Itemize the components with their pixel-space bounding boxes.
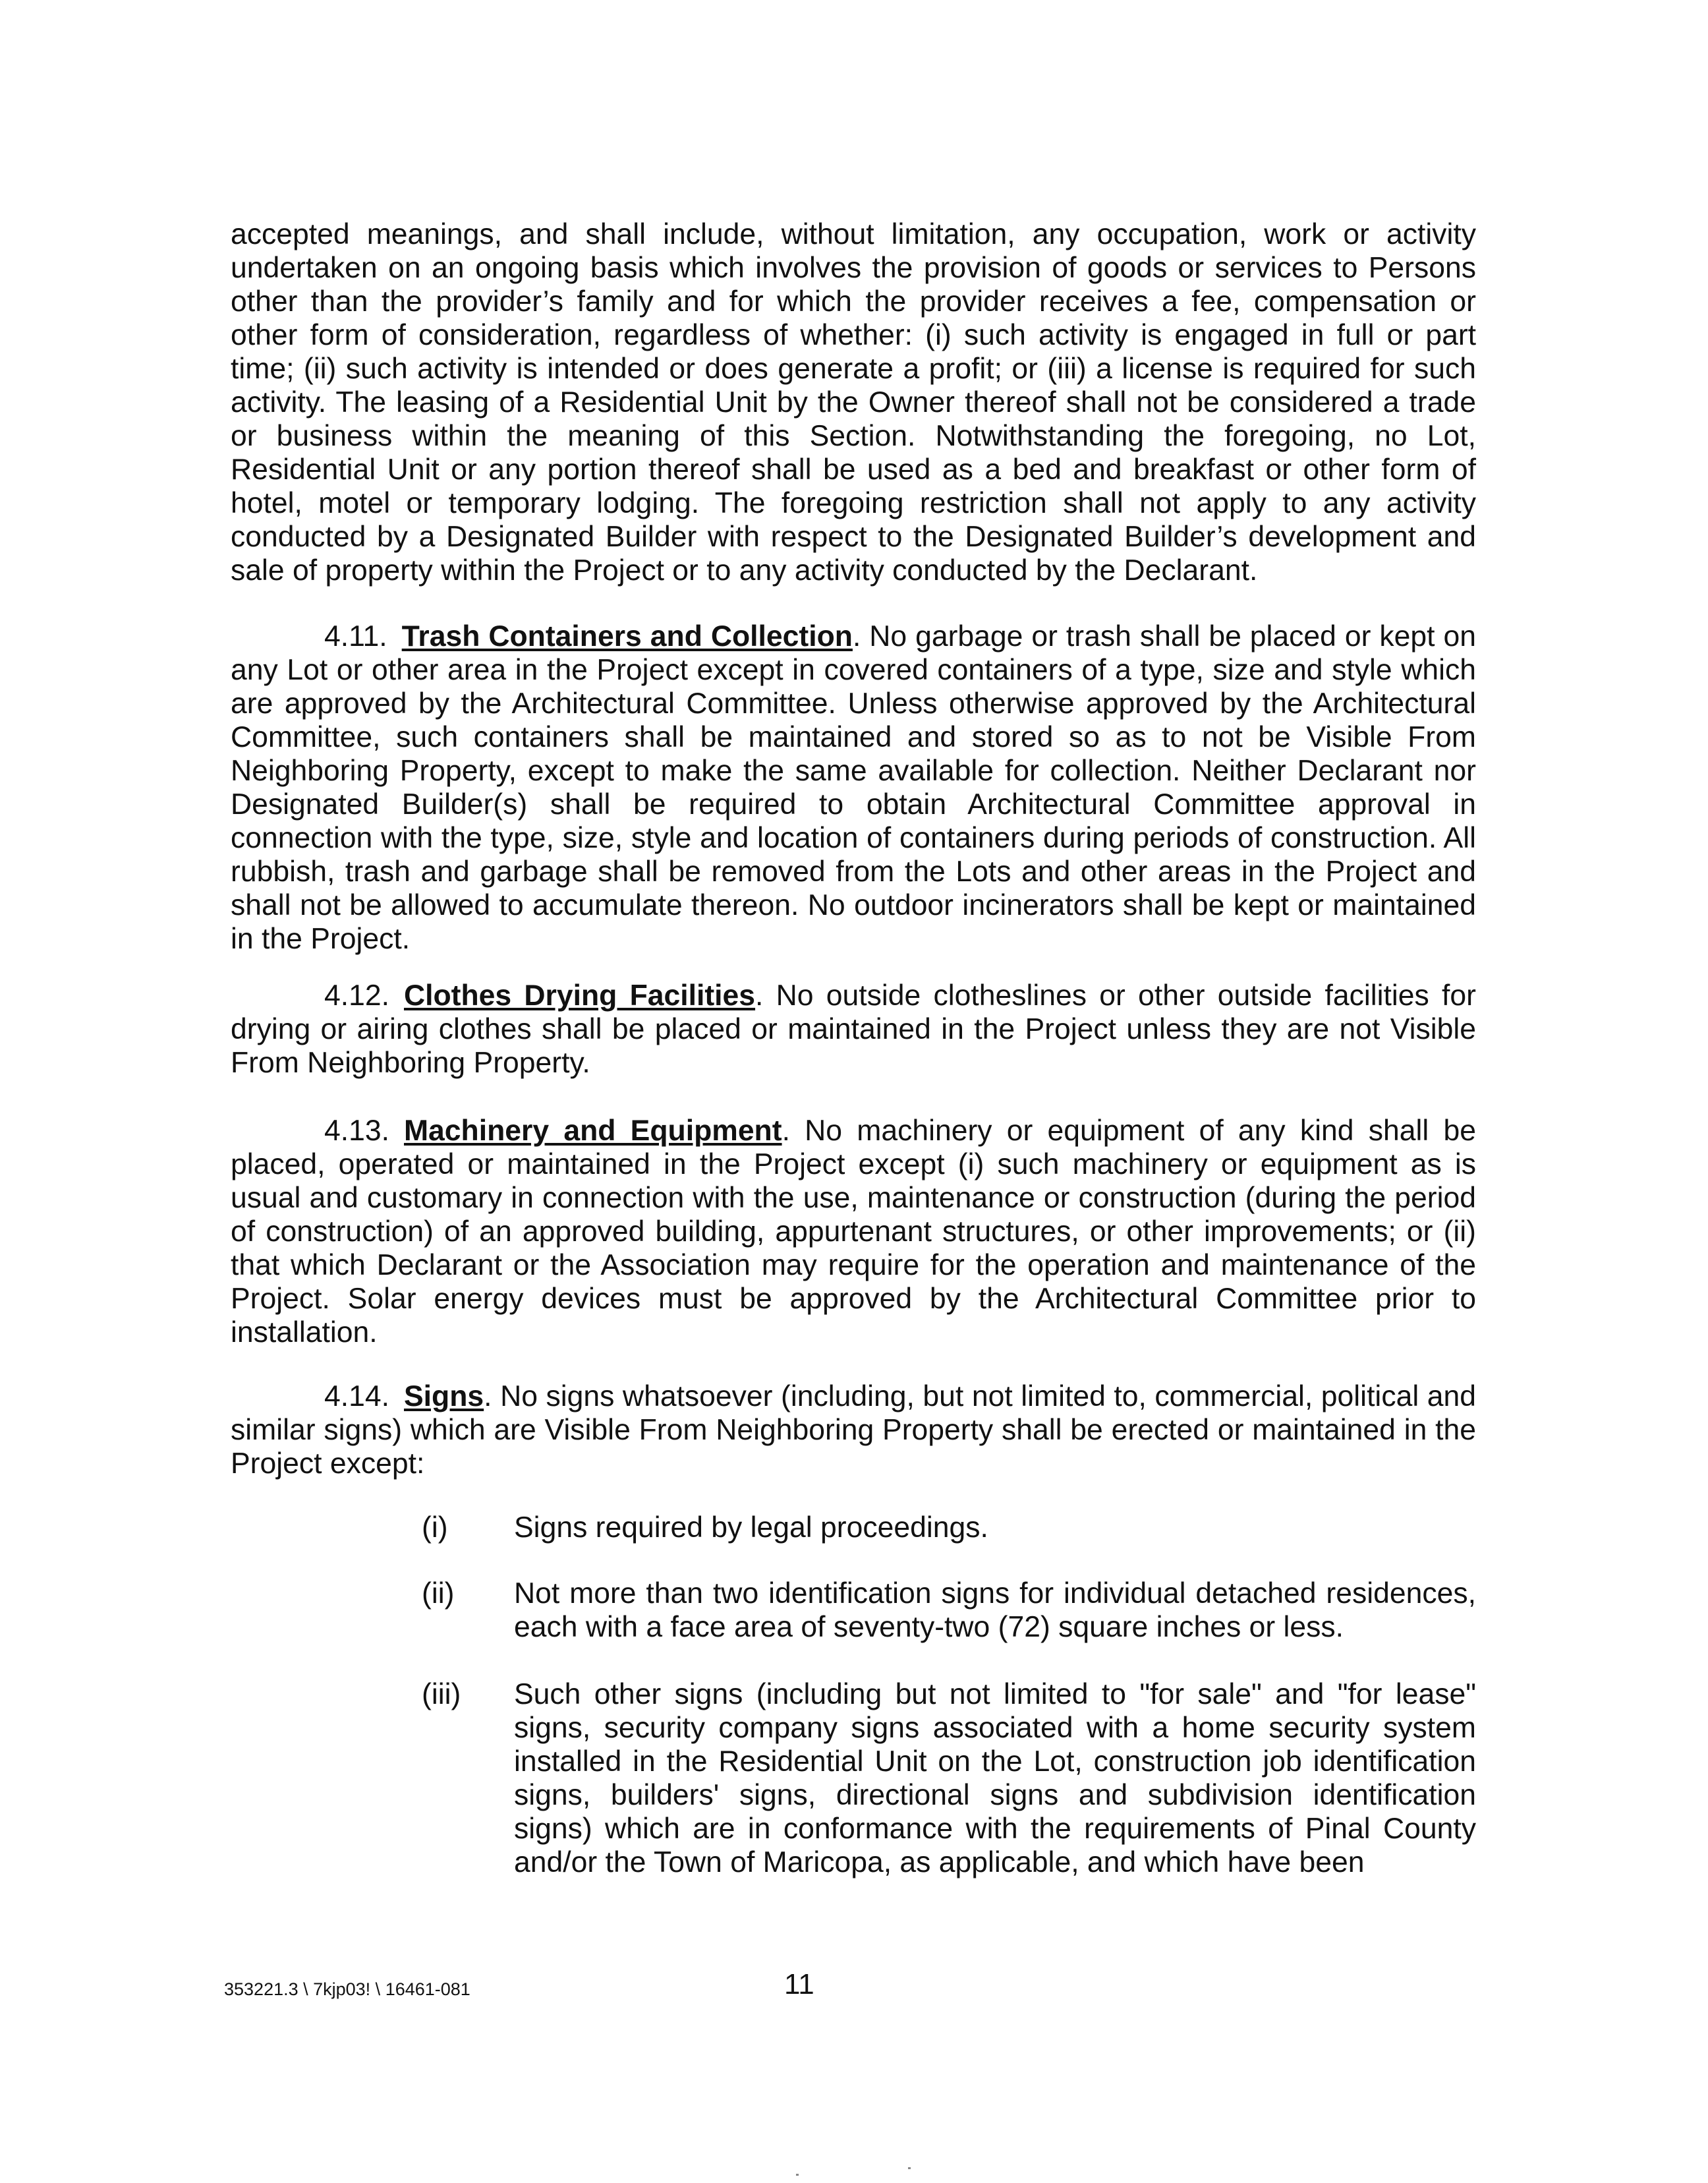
section-text: . No garbage or trash shall be placed or kept on any Lot or other area in the Project except in covered containers of a type, size and style which are approved by the Architectural Committee. Unless otherwise approved by the Architectural Committee, such containers shall be maintained and stored so as to not be Visible From Neighboring Property, except to make the same available for collection. Neither Declarant nor Designated Builder(s) shall be required to obtain Architectural Committee approval in connection with the type, size, style and location of containers during periods of construction. All rubbish, trash and garbage shall be removed from the Lots and other areas in the Project and shall not be allowed to accumulate thereon. No outdoor incinerators shall be kept or maintained in the Project. [231, 620, 1476, 955]
section-text: . No machinery or equipment of any kind shall be placed, operated or maintained in the Project except (i) such machinery or equipment as is usual and customary in connection with the use, maintenance or construction (during the period of construction) of an approved building, appurtenant structures, or other improvements; or (ii) that which Declarant or the Association may require for the operation and maintenance of the Project. Solar energy devices must be approved by the Architectural Committee prior to installation. [231, 1115, 1476, 1349]
section-number: 4.11. [324, 620, 387, 653]
list-item-text: Such other signs (including but not limited to "for sale" and "for lease" signs, security company signs associated with a home security system installed in the Residential Unit on the Lot, construction job identification signs, builders' signs, directional signs and subdivision identification signs) which are in conformance with the requirements of Pinal County and/or the Town of Maricopa, as applicable, and which have been [514, 1678, 1476, 1878]
section-heading: Clothes Drying Facilities [403, 979, 756, 1012]
section-heading: Trash Containers and Collection [401, 620, 853, 653]
list-item-label: (i) [422, 1511, 448, 1544]
section-4-11 [231, 620, 1476, 956]
list-item-text: Not more than two identification signs for individual detached residences, each with a face area of seventy-two (72) square inches or less. [514, 1577, 1476, 1643]
list-item-label: (ii) [422, 1577, 455, 1610]
section-number: 4.13. [324, 1115, 389, 1147]
section-heading: Signs [403, 1380, 484, 1412]
section-text: . No signs whatsoever (including, but not limited to, commercial, political and similar signs) which are Visible From Neighboring Property shall be erected or maintained in the Project except: [231, 1380, 1476, 1480]
section-4-13 [231, 1114, 1476, 1349]
section-number: 4.12. [324, 979, 389, 1012]
footer-document-id: 353221.3 \ 7kjp03! \ 16461-081 [224, 1979, 470, 1999]
page-number: 11 [784, 1968, 814, 2000]
section-text: . No outside clotheslines or other outside facilities for drying or airing clothes shall be placed or maintained in the Project unless they are not Visible From Neighboring Property. [231, 979, 1476, 1079]
list-item-label: (iii) [422, 1678, 461, 1710]
list-item-text: Signs required by legal proceedings. [514, 1511, 988, 1544]
scan-speck [908, 2167, 911, 2169]
paragraph-intro: accepted meanings, and shall include, without limitation, any occupation, work or activity undertaken on an ongoing basis which involves the provision of goods or services to Persons other than the provider’s family and for which the provider receives a fee, compensation or other form of consideration, regardless of whether: (i) such activity is engaged in full or part time; (ii) such activity is intended or does generate a profit; or (iii) a license is required for such activity. The leasing of a Residential Unit by the Owner thereof shall not be considered a trade or business within the meaning of this Section. Notwithstanding the foregoing, no Lot, Residential Unit or any portion thereof shall be used as a bed and breakfast or other form of hotel, motel or temporary lodging. The foregoing restriction shall not apply to any activity conducted by a Designated Builder with respect to the Designated Builder’s development and sale of property within the Project or to any activity conducted by the Declarant. [231, 218, 1476, 587]
section-number: 4.14. [324, 1380, 389, 1412]
section-4-14 [231, 1380, 1476, 1480]
section-4-12 [231, 979, 1476, 1080]
section-heading: Machinery and Equipment [403, 1115, 782, 1147]
scan-speck [796, 2174, 799, 2176]
